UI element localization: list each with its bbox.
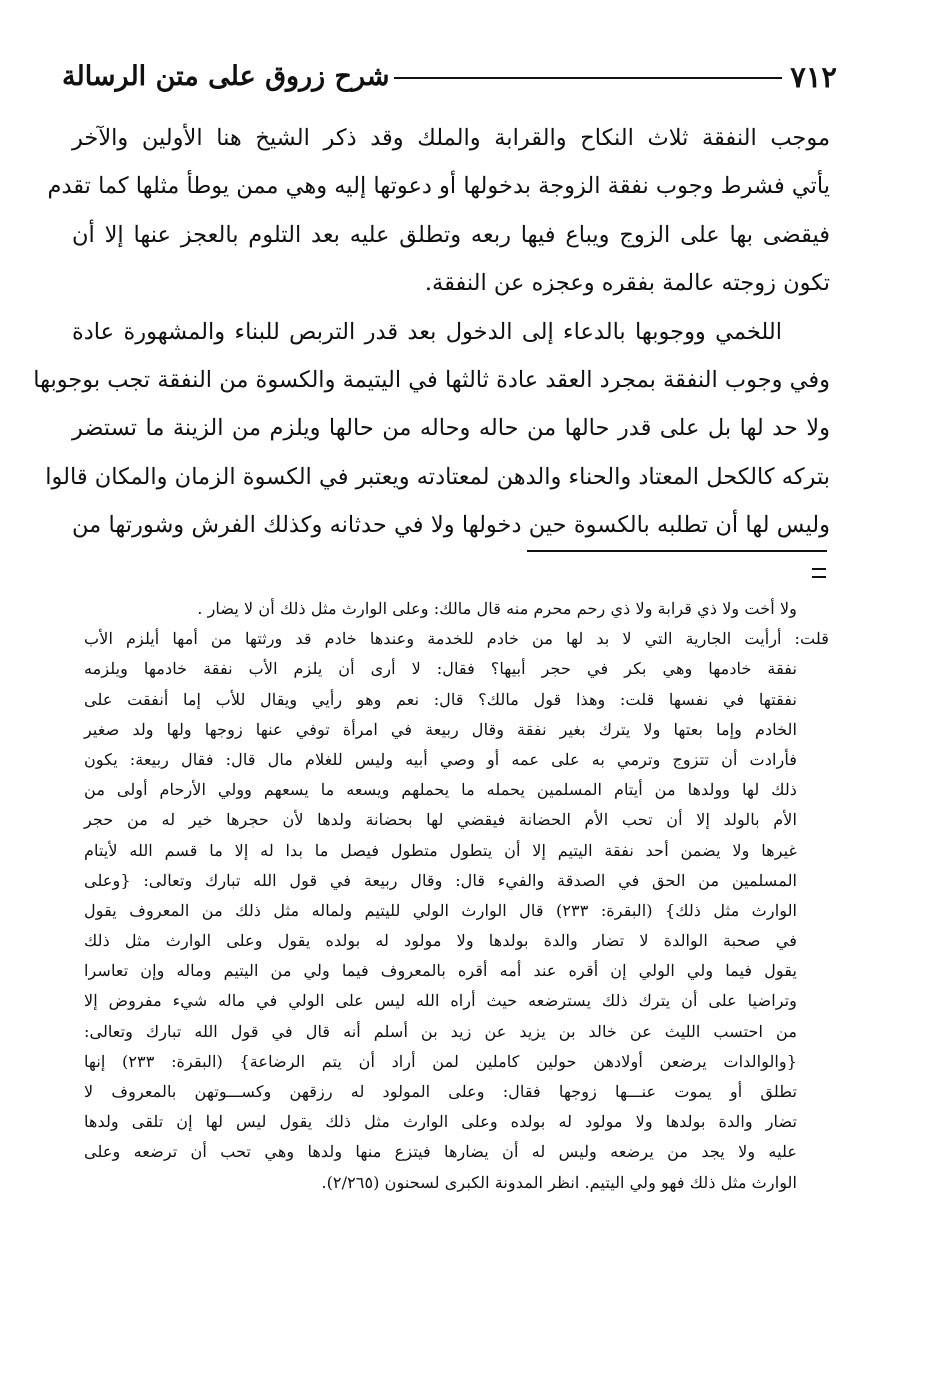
main-text-line: فيقضى بها على الزوج ويباع فيها ربعه وتطلق عليه بعد التلوم بالعجز عنها إلا أن [72,221,830,248]
footnote-line: تضار والدة بولدها ولا مولود له بولده وعلى الوارث مثل ذلك يقول ليس لها إن تلقى ولدها [84,1112,797,1132]
main-text-line: موجب النفقة ثلاث النكاح والقرابة والملك وقد ذكر الشيخ هنا الأولين والآخر [72,125,830,151]
main-text [33,114,830,550]
footnote-line: الوارث مثل ذلك} (البقرة: ٢٣٣) قال الوارث الولي لليتيم ولماله مثل ذلك من المعروف يقول [84,900,797,920]
footnote-continuation-mark [812,568,826,578]
footnote-line: نفقتها في نفسها قلت: وهذا قول مالك؟ قال: نعم وهو رأيي ويقال للأب إما أنفقت على [84,689,797,709]
footnote-separator [527,550,827,552]
footnote-line: قلت: أرأيت الجارية التي لا بد لها من خادم للخدمة وعندها خادم قد ورثتها من أمها أيلزم الأب [84,629,829,649]
footnotes [84,594,829,1198]
main-text-line: وليس لها أن تطلبه بالكسوة حين دخولها ولا في حدثانه وكذلك الفرش وشورتها من [72,512,830,539]
footnote-line: نفقة خادمها وهي بكر في حجر أبيها؟ فقال: لا أرى أن يلزم الأب نفقة خادمها ويلزمه [84,659,797,679]
main-text-line: تكون زوجته عالمة بفقره وعجزه عن النفقة. [424,270,830,297]
running-title: شرح زروق على متن الرسالة [62,61,390,92]
main-text-line: ولا حد لها بل على قدر حالها من حاله وحاله من حالها ويلزم من الزينة ما تستضر [72,415,830,442]
page-header [62,55,837,99]
footnote-line: عليه ولا يجد من يرضعه وليس له أن يضارها فيتزع منها ولدها وهي تحب أن ترضعه وعلى [84,1142,797,1162]
footnote-line: ذلك لها وولدها من أيتام المسلمين يحمله ما يحملهم ويسعه ما يسعهم وولي الأرحام أولى من [84,780,797,800]
footnote-line: الخادم وإما بعتها ولا يترك بغير نفقة وقال ربيعة في امرأة توفي عنها زوجها ولها ولد صغير [84,719,797,739]
footnote-line: المسلمين من الحق في الصدقة والفيء قال: وقال ربيعة في قول الله تبارك وتعالى: {وعلى [84,870,797,890]
footnote-line: من احتسب الليث عن خالد بن يزيد عن زيد بن أسلم أنه قال في قول الله تبارك وتعالى: [84,1021,797,1041]
footnote-line: ولا أخت ولا ذي قرابة ولا ذي رحم محرم منه قال مالك: وعلى الوارث مثل ذلك أن لا يضار . [197,599,797,618]
footnote-line: {والوالدات يرضعن أولادهن حولين كاملين لمن أراد أن يتم الرضاعة} (البقرة: ٢٣٣) إنها [84,1051,797,1071]
footnote-line: فأرادت أن تتزوج وترمي به على عمه أو وصي أبيه وليس للغلام مال قال: فقال ربيعة: يكون [84,749,797,769]
footnote-line: الوارث مثل ذلك فهو ولي اليتيم. انظر المدونة الكبرى لسحنون (٢/٢٦٥). [321,1172,797,1192]
page-number: ٧١٢ [790,60,837,94]
footnote-line: الأم بالولد إلا أن تحب الأم الحضانة فيقضي لها بحضانة ولدها لأن حجرها خير له من حجر [84,810,797,830]
footnote-line: غيرها ولا يضمن أحد نفقة اليتيم إلا أن يتطول متطول فيصل ما بدا له إلا ما قسم الله لأيتام [84,840,797,860]
footnote-line: يقول فيما ولي الولي إن أقره عند أمه أقره بالمعروف فيما ولي من اليتيم وماله وإن تعاسرا [84,961,797,981]
header-rule [394,77,782,79]
footnote-line: تطلق أو يموت عنـــها زوجها فقال: وعلى المولود له رزقهن وكســـوتهن بالمعروف لا [84,1082,797,1101]
main-text-line: وفي وجوب النفقة بمجرد العقد عادة ثالثها في اليتيمة والكسوة من النفقة تجب بوجوبها [33,366,830,393]
footnote-line: وتراضيا على أن يترك ذلك يسترضعه حيث أراه الله ليس على الولي في ماله شيء مفروض إلا [84,991,797,1011]
main-text-line: اللخمي ووجوبها بالدعاء إلى الدخول بعد قدر التربص للبناء والمشهورة عادة [72,318,782,345]
main-text-line: بتركه كالكحل المعتاد والحناء والدهن لمعتادته ويعتبر في الكسوة الزمان والمكان قالوا [45,463,830,490]
footnote-line: في صحبة الوالدة لا تضار والدة بولدها ولا مولود له بولده يقول وعلى الوارث مثل ذلك [84,931,797,951]
main-text-line: يأتي فشرط وجوب نفقة الزوجة بدخولها أو دعوتها إليه وهي ممن يوطأ مثلها كما تقدم [47,173,830,200]
